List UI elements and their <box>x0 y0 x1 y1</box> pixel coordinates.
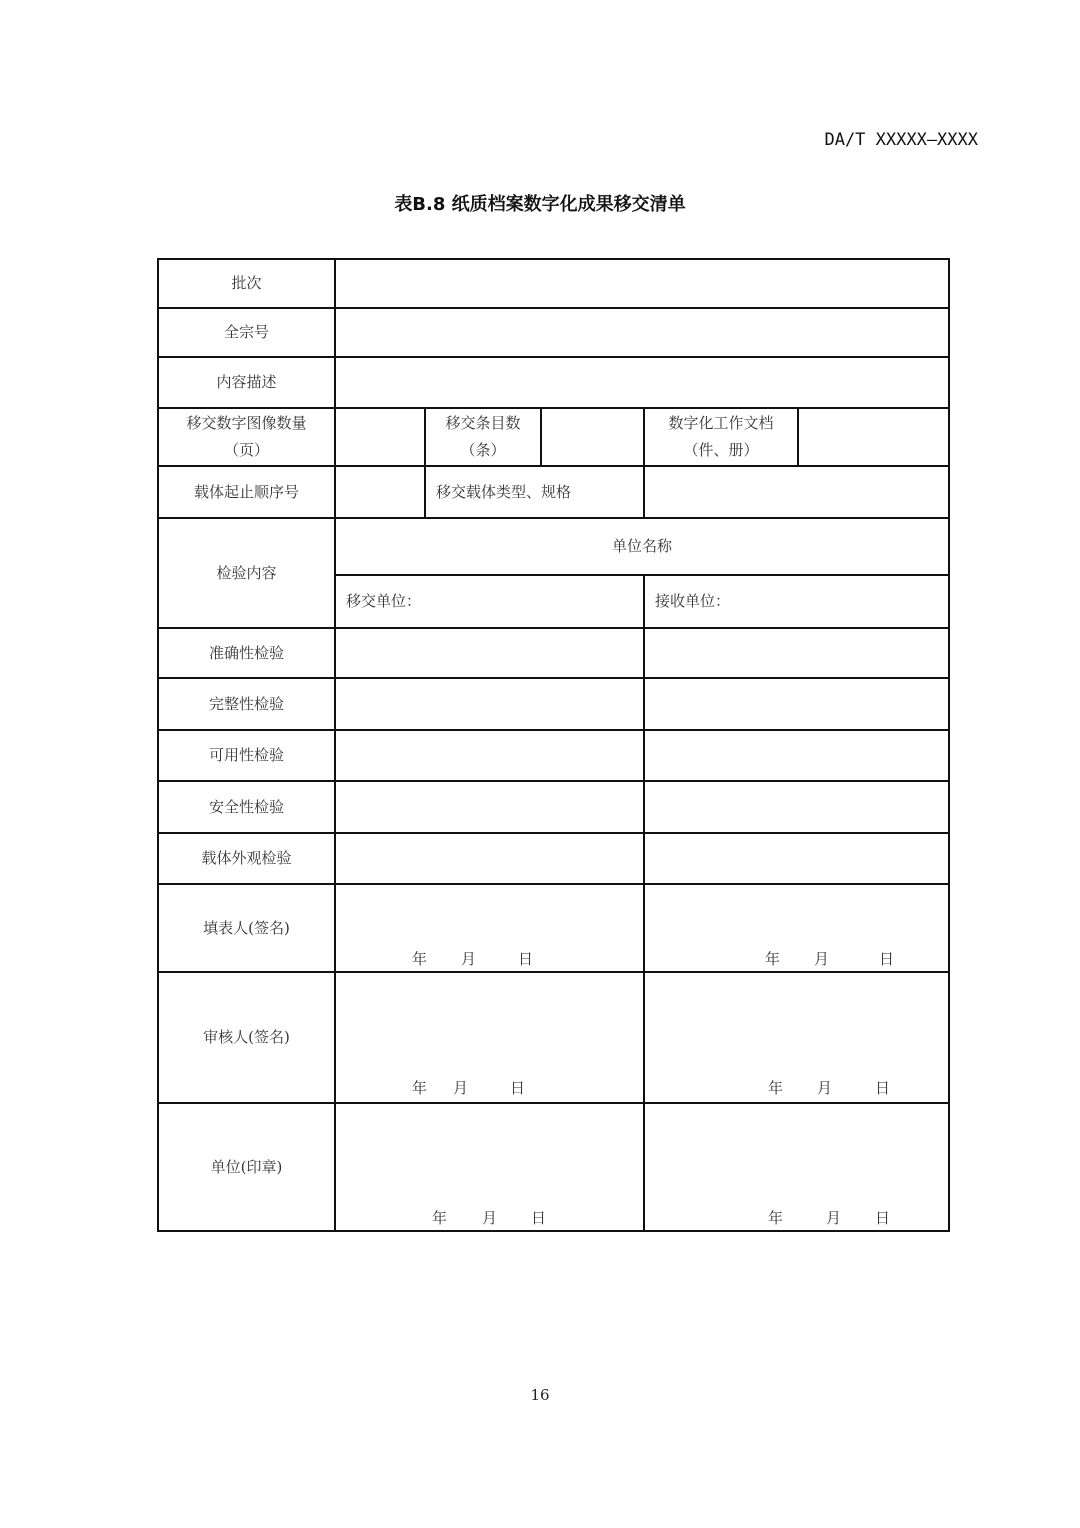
work-documents-field[interactable] <box>799 409 948 465</box>
carrier-appearance-check-receiving-field[interactable] <box>645 834 948 883</box>
content-description-label: 内容描述 <box>216 373 277 391</box>
completeness-check-label: 完整性检验 <box>208 694 284 713</box>
unit-name-header: 单位名称 <box>611 537 672 555</box>
entry-count-label-line2: （条） <box>460 441 506 459</box>
accuracy-check-transfer-field[interactable] <box>336 629 643 677</box>
date-month: 月 <box>817 1079 833 1097</box>
date-year: 年 <box>765 950 781 968</box>
reviewer-signature-transfer-field[interactable] <box>336 973 643 1102</box>
batch-field[interactable] <box>336 260 948 307</box>
document-code: DA/T XXXXX—XXXX <box>824 130 978 150</box>
security-check-receiving-field[interactable] <box>645 782 948 832</box>
entry-count-label-line1: 移交条目数 <box>445 414 521 432</box>
image-count-field[interactable] <box>336 409 424 465</box>
transfer-unit-label[interactable]: 移交单位： <box>346 592 422 610</box>
image-count-label-line2: （页） <box>223 441 269 459</box>
date-month: 月 <box>814 950 830 968</box>
work-documents-label-line2: （件、册） <box>683 441 759 459</box>
date-month: 月 <box>461 950 477 968</box>
filler-signature-transfer-field[interactable] <box>336 885 643 971</box>
content-description-field[interactable] <box>336 358 948 407</box>
reviewer-signature-receiving-field[interactable] <box>645 973 948 1102</box>
unit-seal-receiving-field[interactable] <box>645 1104 948 1230</box>
reviewer-signature-label: 审核人(签名) <box>203 1028 290 1046</box>
usability-check-receiving-field[interactable] <box>645 731 948 780</box>
date-day: 日 <box>510 1079 526 1097</box>
entry-count-label <box>426 409 540 465</box>
date-year: 年 <box>432 1209 448 1227</box>
security-check-label: 安全性检验 <box>208 797 284 816</box>
filler-signature-label: 填表人(签名) <box>203 918 290 937</box>
work-documents-label <box>645 409 797 465</box>
inspection-content-label: 检验内容 <box>216 563 277 582</box>
date-month: 月 <box>826 1209 842 1227</box>
table-title: 表B.8 纸质档案数字化成果移交清单 <box>394 194 686 215</box>
completeness-check-transfer-field[interactable] <box>336 679 643 729</box>
date-day: 日 <box>518 950 534 968</box>
usability-check-label: 可用性检验 <box>208 746 284 764</box>
date-year: 年 <box>412 950 428 968</box>
fonds-number-label: 全宗号 <box>223 323 269 341</box>
completeness-check-receiving-field[interactable] <box>645 679 948 729</box>
page-number: 16 <box>530 1386 550 1404</box>
image-count-label <box>159 409 334 465</box>
date-year: 年 <box>768 1079 784 1097</box>
date-year: 年 <box>412 1079 428 1097</box>
carrier-type-label: 移交载体类型、规格 <box>436 482 572 501</box>
security-check-transfer-field[interactable] <box>336 782 643 832</box>
date-day: 日 <box>875 1079 891 1097</box>
date-month: 月 <box>482 1209 498 1227</box>
carrier-appearance-check-transfer-field[interactable] <box>336 834 643 883</box>
date-day: 日 <box>531 1209 547 1227</box>
table-border-bottom <box>157 1230 950 1232</box>
filler-signature-receiving-field[interactable] <box>645 885 948 971</box>
date-day: 日 <box>879 950 895 968</box>
fonds-number-field[interactable] <box>336 309 948 356</box>
accuracy-check-label: 准确性检验 <box>208 643 284 662</box>
accuracy-check-receiving-field[interactable] <box>645 629 948 677</box>
date-day: 日 <box>875 1209 891 1227</box>
image-count-label-line1: 移交数字图像数量 <box>186 414 307 432</box>
unit-seal-label: 单位(印章) <box>210 1157 283 1176</box>
date-year: 年 <box>768 1209 784 1227</box>
carrier-appearance-check-label: 载体外观检验 <box>201 849 292 867</box>
carrier-sequence-field[interactable] <box>336 467 424 517</box>
carrier-sequence-label: 载体起止顺序号 <box>193 482 299 501</box>
usability-check-transfer-field[interactable] <box>336 731 643 780</box>
carrier-type-field[interactable] <box>645 467 948 517</box>
entry-count-field[interactable] <box>542 409 643 465</box>
receiving-unit-label[interactable]: 接收单位： <box>655 592 731 610</box>
batch-label: 批次 <box>231 274 262 292</box>
work-documents-label-line1: 数字化工作文档 <box>668 414 774 432</box>
date-month: 月 <box>453 1079 469 1097</box>
table-border-right <box>948 258 950 1232</box>
